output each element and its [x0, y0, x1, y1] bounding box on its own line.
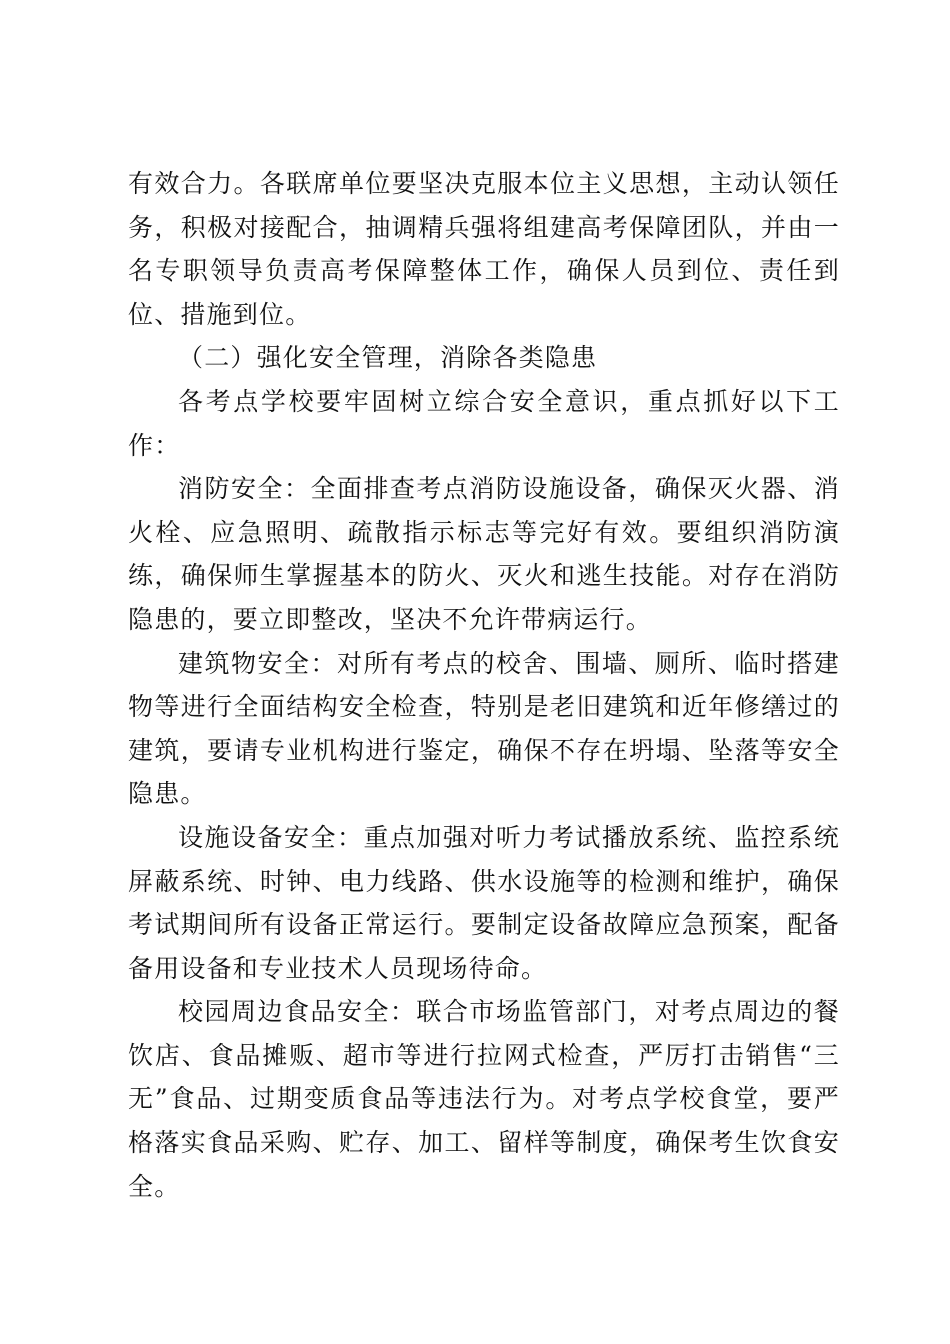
paragraph-continuation: 有效合力。各联席单位要坚决克服本位主义思想，主动认领任务，积极对接配合，抽调精兵强将组建高考保障团队，并由一名专职领导负责高考保障整体工作，确保人员到位、责任到位、措施到位。	[128, 169, 840, 329]
paragraph-intro: 各考点学校要牢固树立综合安全意识，重点抓好以下工作：	[128, 386, 840, 460]
document-body	[128, 162, 840, 1208]
section-heading: （二）强化安全管理，消除各类隐患	[178, 343, 598, 373]
paragraph-fire-safety: 消防安全：全面排查考点消防设施设备，确保灭火器、消火栓、应急照明、疏散指示标志等完好有效。要组织消防演练，确保师生掌握基本的防火、灭火和逃生技能。对存在消防隐患的，要立即整改，坚决不允许带病运行。	[128, 474, 840, 634]
paragraph-food-safety: 校园周边食品安全：联合市场监管部门，对考点周边的餐饮店、食品摊贩、超市等进行拉网式检查，严厉打击销售“三无”食品、过期变质食品等违法行为。对考点学校食堂，要严格落实食品采购、贮存、加工、留样等制度，确保考生饮食安全。	[128, 997, 840, 1201]
paragraph-building-safety: 建筑物安全：对所有考点的校舍、围墙、厕所、临时搭建物等进行全面结构安全检查，特别是老旧建筑和近年修缮过的建筑，要请专业机构进行鉴定，确保不存在坍塌、坠落等安全隐患。	[128, 648, 840, 809]
paragraph-equipment-safety: 设施设备安全：重点加强对听力考试播放系统、监控系统屏蔽系统、时钟、电力线路、供水设施等的检测和维护，确保考试期间所有设备正常运行。要制定设备故障应急预案，配备备用设备和专业技术人员现场待命。	[128, 822, 840, 983]
